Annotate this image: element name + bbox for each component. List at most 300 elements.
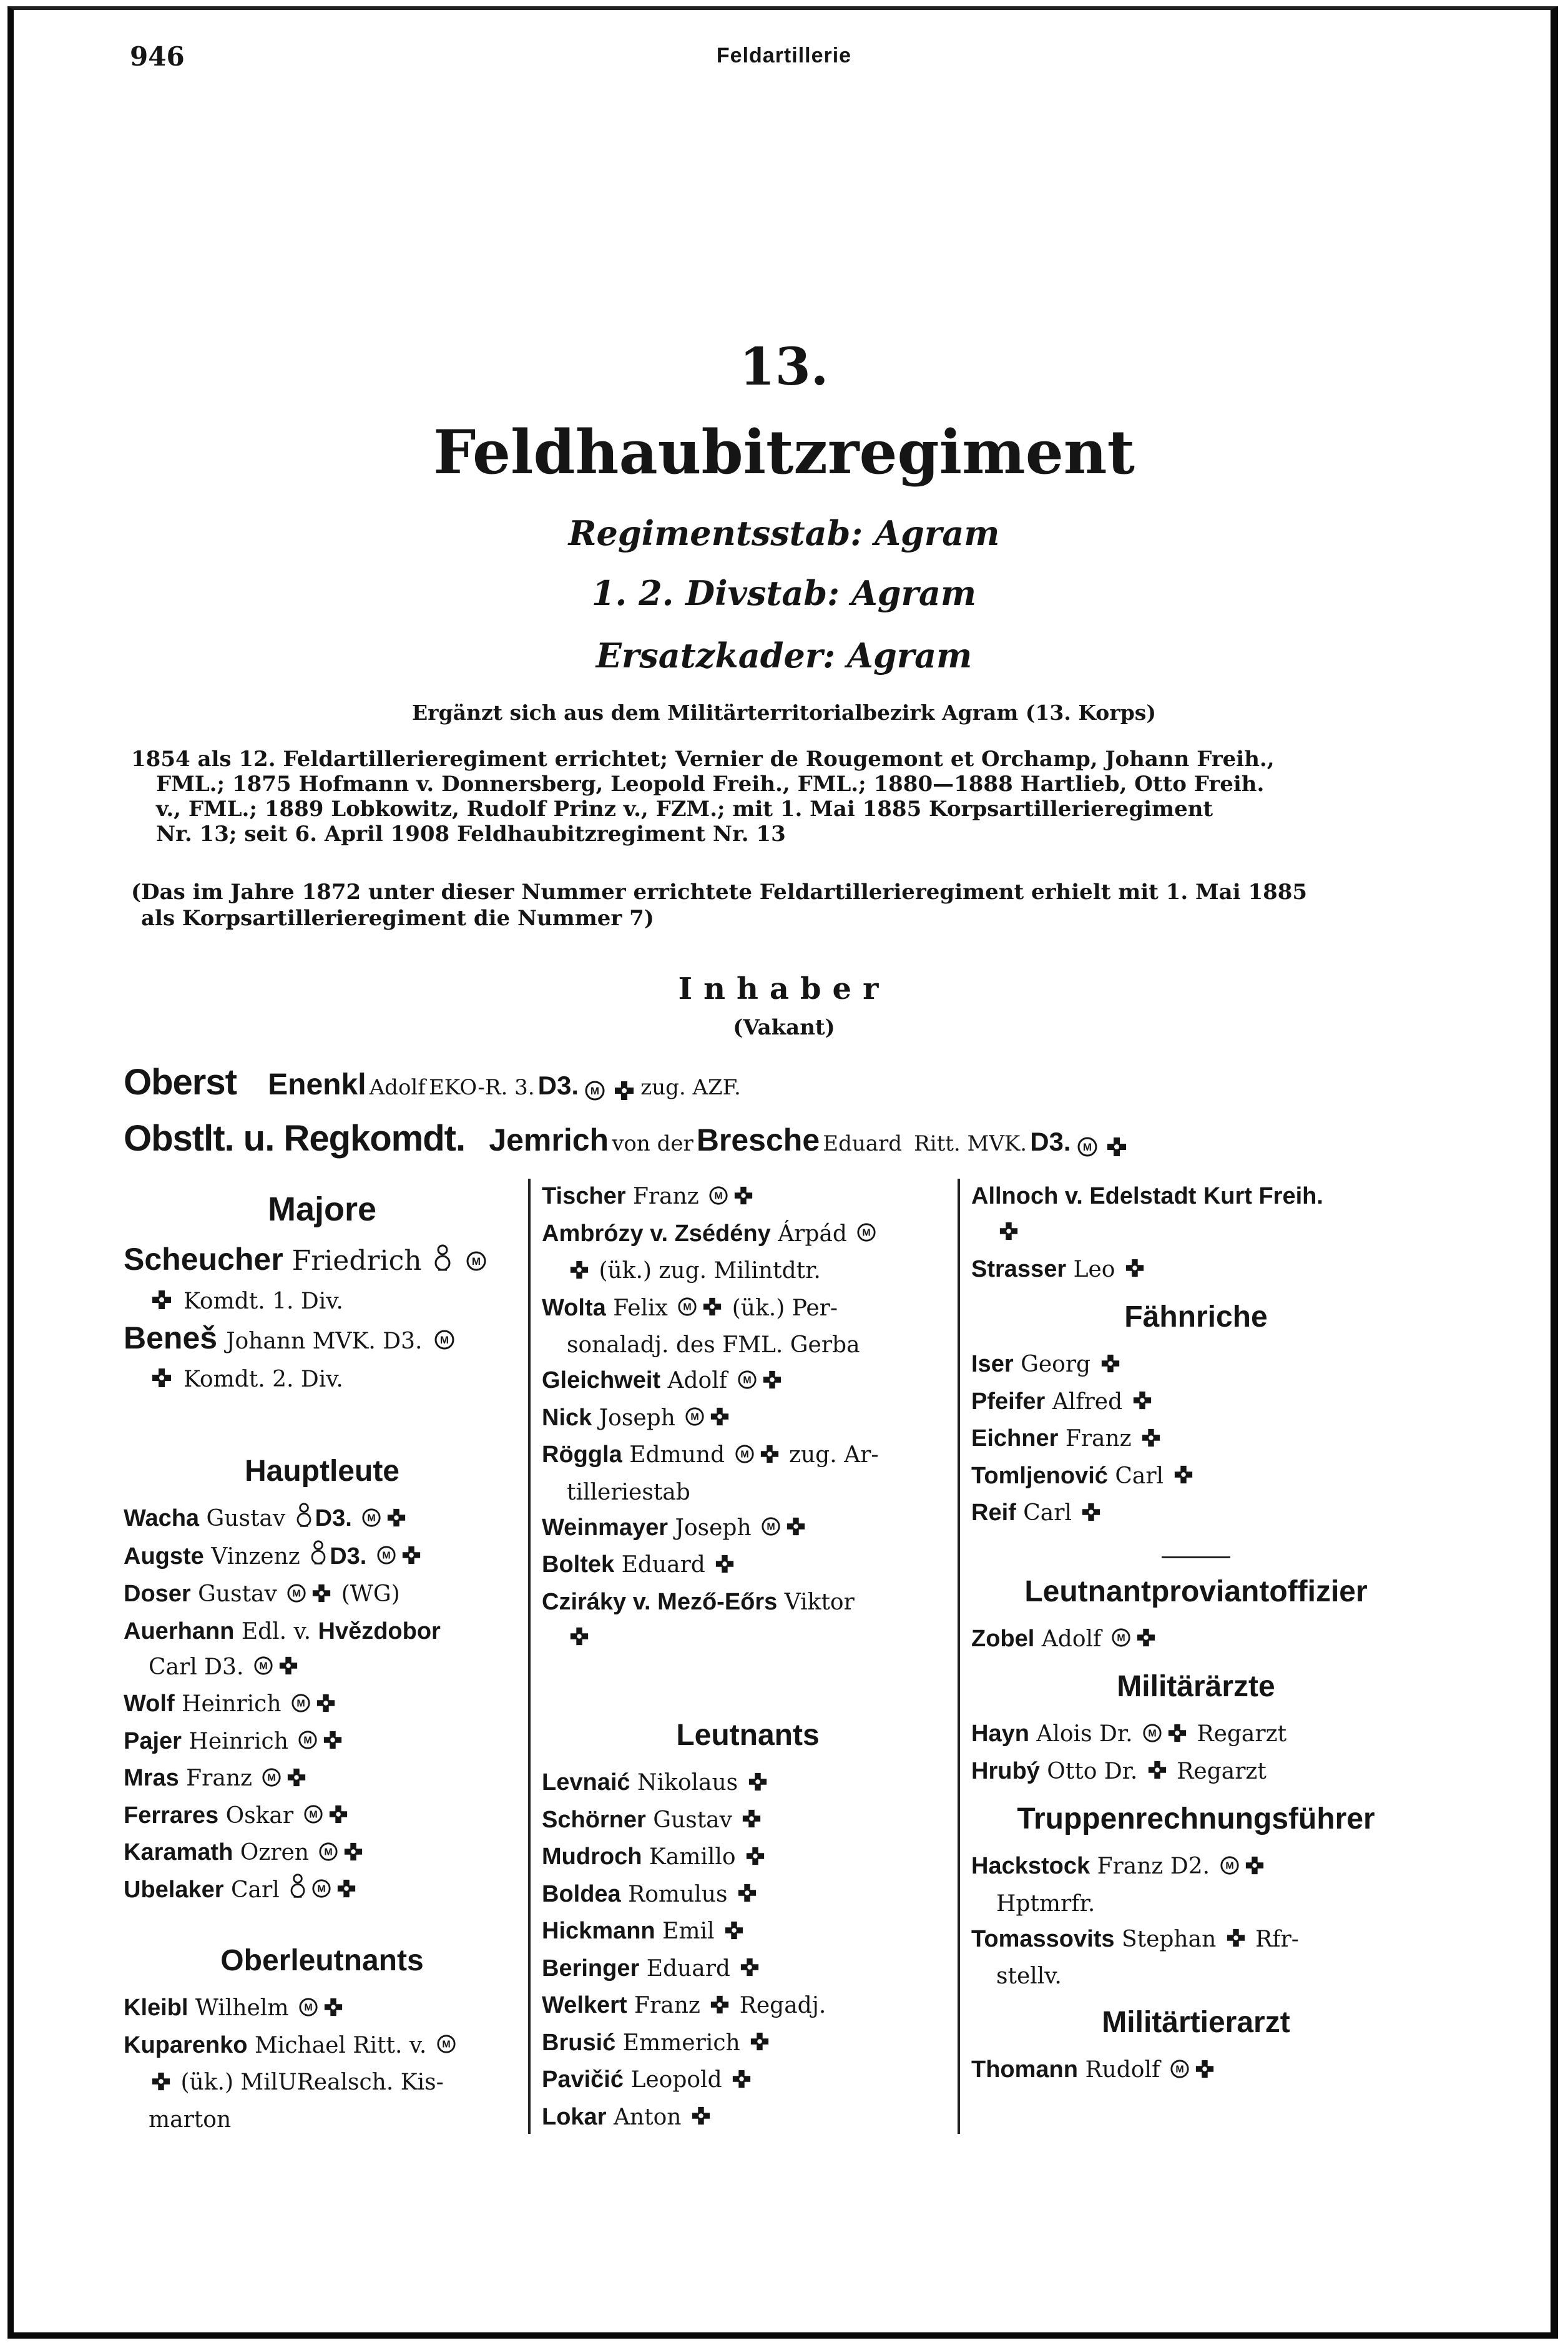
cross-icon xyxy=(1226,1923,1246,1958)
svg-text:M: M xyxy=(767,1521,775,1533)
column-left xyxy=(124,1179,521,2138)
entry-text: Emmerich xyxy=(622,2030,740,2056)
page-header xyxy=(0,41,1568,79)
cross-icon xyxy=(733,1181,753,1216)
entry-text: Leopold xyxy=(630,2067,722,2093)
svg-text:M: M xyxy=(590,1084,600,1097)
svg-text:M: M xyxy=(259,1661,268,1672)
list-item xyxy=(124,1835,521,1872)
entry-text: (WG) xyxy=(341,1581,400,1607)
m-medal-icon xyxy=(737,1365,757,1400)
list-item xyxy=(124,1761,521,1798)
surname: Tomassovits xyxy=(971,1925,1115,1952)
cross-icon xyxy=(724,1915,744,1951)
svg-text:M: M xyxy=(740,1449,749,1460)
svg-text:M: M xyxy=(742,1375,752,1386)
list-item xyxy=(542,1400,954,1438)
surname: Pajer xyxy=(124,1727,182,1754)
cross-icon xyxy=(1132,1385,1152,1421)
cross-icon xyxy=(151,1362,172,1398)
staff-label: Regimentsstab: xyxy=(568,513,863,553)
surname: Hvězdobor xyxy=(318,1618,441,1644)
list-item xyxy=(542,1877,954,1914)
entry-text: Vinzenz xyxy=(211,1543,300,1569)
entry-text: Nikolaus xyxy=(637,1770,738,1795)
m-medal-icon xyxy=(708,1181,728,1216)
entry-text: Kamillo xyxy=(649,1844,736,1870)
surname: Bresche xyxy=(696,1122,820,1157)
surname: Thomann xyxy=(971,2056,1078,2083)
cross-icon xyxy=(1081,1497,1101,1533)
cross-icon xyxy=(745,1841,765,1877)
entry-text: Heinrich xyxy=(182,1691,282,1717)
cross-icon xyxy=(732,2064,752,2100)
order-knot-icon xyxy=(433,1244,452,1282)
entry-text: Edl. v. xyxy=(241,1618,311,1644)
surname: Cziráky v. Mező-Eőrs xyxy=(542,1588,778,1615)
list-item xyxy=(124,2028,521,2138)
column-divider xyxy=(528,1179,531,2134)
entry-text: Anton xyxy=(613,2104,682,2130)
m-medal-icon xyxy=(761,1511,781,1547)
list-item xyxy=(971,1179,1421,1252)
order-knot-icon xyxy=(289,1873,306,1910)
section-heading-militaeraerzte: Militärärzte xyxy=(1117,1670,1275,1703)
cross-icon xyxy=(691,2101,711,2136)
surname: Mras xyxy=(124,1765,179,1791)
entry-text: sonaladj. des FML. Gerba xyxy=(567,1332,860,1358)
cross-icon xyxy=(1195,2054,1215,2090)
ersatzkader-line xyxy=(0,636,1568,675)
surname: Hrubý xyxy=(971,1757,1040,1784)
m-medal-icon xyxy=(434,1324,455,1360)
cross-icon xyxy=(710,1990,730,2025)
surname: Enenkl xyxy=(268,1068,366,1101)
list-item xyxy=(971,1922,1421,1995)
cross-icon xyxy=(343,1837,363,1872)
entry-text: Gustav xyxy=(653,1807,732,1833)
m-medal-icon xyxy=(287,1578,306,1614)
m-medal-icon xyxy=(436,2029,456,2065)
list-item xyxy=(542,1547,954,1584)
inhaber-heading: Inhaber xyxy=(678,971,890,1006)
cross-icon xyxy=(316,1688,336,1724)
cross-icon xyxy=(336,1874,356,1909)
surname: Wolta xyxy=(542,1294,606,1321)
history-line: FML.; 1875 Hofmann v. Donnersberg, Leopold Freih., FML.; 1880—1888 Hartlieb, Otto Freih. xyxy=(156,772,1265,797)
history-line: Nr. 13; seit 6. April 1908 Feldhaubitzregiment Nr. 13 xyxy=(156,822,786,847)
m-medal-icon xyxy=(584,1080,605,1104)
list-item xyxy=(971,1458,1421,1496)
section-heading-militaertierarzt: Militärtierarzt xyxy=(1102,2006,1290,2039)
list-item xyxy=(971,1384,1421,1422)
m-medal-icon xyxy=(685,1402,705,1437)
entry-text: (ük.) Per- xyxy=(732,1295,838,1321)
page-number: 946 xyxy=(130,41,185,72)
section-heading-oberleutnants: Oberleutnants xyxy=(220,1944,424,1977)
entry-text: Georg xyxy=(1021,1352,1091,1377)
list-item xyxy=(971,1252,1421,1289)
list-item xyxy=(542,1363,954,1400)
m-medal-icon xyxy=(856,1217,876,1253)
rank-label: Oberst xyxy=(124,1062,237,1103)
surname: Ubelaker xyxy=(124,1876,224,1903)
surname: Lokar xyxy=(542,2103,607,2130)
entry-text: Regarzt xyxy=(1177,1758,1267,1784)
m-medal-icon xyxy=(361,1503,381,1538)
list-item xyxy=(542,1839,954,1877)
entry-text: Komdt. 2. Div. xyxy=(184,1367,343,1392)
cross-icon xyxy=(1147,1755,1167,1790)
list-item xyxy=(124,1614,521,1687)
entry-text: Adolf xyxy=(667,1368,728,1393)
cross-icon xyxy=(742,1804,762,1839)
surname: Weinmayer xyxy=(542,1514,669,1541)
svg-text:M: M xyxy=(303,1735,313,1746)
entry-text: Emil xyxy=(662,1918,715,1944)
surname: Reif xyxy=(971,1500,1016,1526)
svg-text:M: M xyxy=(1148,1728,1157,1739)
section-heading-truppenrechnungsfuehrer: Truppenrechnungsführer xyxy=(1017,1802,1375,1835)
entry-text: stellv. xyxy=(996,1963,1062,1989)
m-medal-icon xyxy=(735,1439,755,1475)
m-medal-icon xyxy=(677,1292,697,1327)
surname: Tischer xyxy=(542,1183,626,1209)
list-item xyxy=(971,2052,1421,2090)
cross-icon xyxy=(311,1578,331,1614)
column-middle xyxy=(542,1179,954,2136)
cross-icon xyxy=(750,2026,770,2062)
surname: Brusić xyxy=(542,2029,616,2056)
surname: Kleibl xyxy=(124,1995,189,2021)
history-line: v., FML.; 1889 Lobkowitz, Rudolf Prinz v., FZM.; mit 1. Mai 1885 Korpsartillerieregiment xyxy=(156,797,1213,822)
list-item xyxy=(542,1179,954,1216)
cross-icon xyxy=(1174,1460,1193,1495)
cross-icon xyxy=(1167,1718,1187,1754)
section-heading-majore: Majore xyxy=(267,1191,377,1228)
decoration-text: EKO-R. 3. xyxy=(428,1075,535,1100)
m-medal-icon xyxy=(466,1245,487,1281)
svg-text:M: M xyxy=(324,1847,333,1858)
surname: Beringer xyxy=(542,1955,640,1982)
note-line: als Korpsartillerieregiment die Nummer 7) xyxy=(141,906,654,931)
entry-text: Gustav xyxy=(206,1506,286,1531)
surname: Welkert xyxy=(542,1992,627,2018)
svg-text:M: M xyxy=(292,1588,301,1599)
cross-icon xyxy=(386,1503,406,1538)
svg-text:M: M xyxy=(267,1772,277,1784)
surname: Eichner xyxy=(971,1425,1059,1452)
list-item xyxy=(542,1988,954,2025)
cross-icon xyxy=(614,1080,635,1104)
entry-text: Hptmrfr. xyxy=(996,1890,1095,1917)
order-knot-icon xyxy=(295,1502,313,1539)
cross-icon xyxy=(740,1952,760,1988)
surname: Allnoch v. Edelstadt xyxy=(971,1183,1197,1209)
entry-text: Ozren xyxy=(240,1840,309,1865)
list-item xyxy=(542,1584,954,1658)
entry-text: Adolf xyxy=(1041,1626,1102,1652)
list-item xyxy=(124,1724,521,1761)
surname: Wacha xyxy=(124,1505,200,1531)
section-divider xyxy=(1162,1556,1230,1558)
entry-text: Leo xyxy=(1073,1256,1115,1282)
m-medal-icon xyxy=(298,1725,318,1761)
list-item xyxy=(971,1849,1421,1922)
entry-text: Friedrich xyxy=(292,1245,422,1277)
cross-icon xyxy=(1245,1850,1265,1886)
cross-icon xyxy=(702,1292,722,1327)
svg-text:M: M xyxy=(442,2039,451,2050)
surname: Tomljenović xyxy=(971,1462,1108,1489)
list-item xyxy=(542,1216,954,1290)
entry-text: Otto Dr. xyxy=(1047,1758,1138,1784)
cross-icon xyxy=(1141,1423,1161,1458)
list-item xyxy=(124,1872,521,1910)
staff-place: Agram xyxy=(875,513,1000,553)
m-medal-icon xyxy=(291,1688,311,1724)
cross-icon xyxy=(999,1216,1019,1252)
m-medal-icon xyxy=(376,1540,396,1576)
svg-text:M: M xyxy=(308,1809,318,1820)
cross-icon xyxy=(710,1402,730,1437)
list-item xyxy=(542,1510,954,1548)
list-item xyxy=(542,2100,954,2137)
running-title: Feldartillerie xyxy=(716,44,852,67)
surname: Iser xyxy=(971,1351,1014,1377)
cross-icon xyxy=(151,1284,172,1320)
divstab-line xyxy=(0,573,1568,613)
entry-text: Michael Ritt. v. xyxy=(254,2032,427,2058)
list-item xyxy=(124,1798,521,1835)
m-medal-icon xyxy=(298,1992,318,2028)
m-medal-icon xyxy=(262,1762,282,1798)
cross-icon xyxy=(1100,1348,1120,1384)
m-medal-icon xyxy=(1077,1136,1098,1160)
list-item xyxy=(124,1320,521,1398)
surname: Pfeifer xyxy=(971,1388,1046,1415)
entry-text: Carl xyxy=(1023,1500,1072,1526)
svg-text:M: M xyxy=(862,1227,871,1239)
entry-text: Franz xyxy=(186,1766,252,1791)
m-medal-icon xyxy=(1220,1850,1240,1886)
list-item xyxy=(971,1716,1421,1754)
column-divider xyxy=(958,1179,960,2134)
decoration-text: Ritt. MVK. xyxy=(914,1131,1027,1156)
surname: Jemrich xyxy=(489,1122,609,1157)
cross-icon xyxy=(1125,1253,1145,1289)
cross-icon xyxy=(762,1365,782,1400)
entry-text: Carl xyxy=(1115,1463,1164,1489)
list-item xyxy=(124,1686,521,1724)
entry-text: Árpád xyxy=(778,1221,847,1247)
list-item xyxy=(542,1437,954,1510)
entry-text: Komdt. 1. Div. xyxy=(184,1289,343,1314)
entry-text: Carl xyxy=(231,1877,280,1903)
entry-text: Alois Dr. xyxy=(1036,1721,1133,1747)
svg-text:M: M xyxy=(1082,1141,1092,1153)
cross-icon xyxy=(278,1651,298,1686)
cross-icon xyxy=(786,1511,806,1547)
list-item xyxy=(971,1495,1421,1533)
regimentsstab-line xyxy=(0,513,1568,553)
given-name: Eduard xyxy=(823,1131,903,1156)
entry-text: Wilhelm xyxy=(195,1995,289,2021)
entry-text: Joseph xyxy=(599,1405,675,1431)
entry-text: Rudolf xyxy=(1085,2057,1160,2083)
entry-text: Regarzt xyxy=(1197,1721,1287,1747)
entry-text: Eduard xyxy=(646,1955,730,1982)
entry-text: D3. xyxy=(315,1505,352,1531)
entry-text: Romulus xyxy=(628,1881,728,1907)
surname: Augste xyxy=(124,1543,204,1569)
history-line: 1854 als 12. Feldartillerieregiment errichtet; Vernier de Rougemont et Orchamp, Johann Freih., xyxy=(131,747,1275,772)
entry-text: Oskar xyxy=(225,1802,294,1829)
entry-text: Franz xyxy=(1065,1426,1132,1452)
surname: Auerhann xyxy=(124,1618,235,1644)
surname: Röggla xyxy=(542,1442,622,1468)
entry-text: Alfred xyxy=(1052,1388,1123,1415)
surname: Hackstock xyxy=(971,1853,1090,1879)
surname: Ferrares xyxy=(124,1802,219,1829)
list-item xyxy=(124,1241,521,1320)
m-medal-icon xyxy=(253,1651,273,1686)
surname: Mudroch xyxy=(542,1844,642,1870)
svg-text:M: M xyxy=(296,1698,305,1709)
entry-text: Rfr- xyxy=(1255,1926,1299,1952)
surname: Zobel xyxy=(971,1625,1035,1652)
list-item xyxy=(124,1539,521,1577)
staff-label: 1. 2. Divstab: xyxy=(591,573,840,613)
cross-icon xyxy=(151,2066,171,2102)
m-medal-icon xyxy=(311,1874,331,1909)
section-heading-faehnriche: Fähnriche xyxy=(1124,1300,1268,1334)
regiment-number: 13. xyxy=(739,337,829,397)
svg-text:M: M xyxy=(317,1884,326,1895)
svg-text:M: M xyxy=(690,1412,699,1423)
surname: Levnaić xyxy=(542,1769,630,1795)
cross-icon xyxy=(569,1255,589,1290)
cross-icon xyxy=(287,1762,306,1798)
staff-place: Agram xyxy=(847,636,973,675)
surname: Kuparenko xyxy=(124,2031,248,2058)
surname: Boltek xyxy=(542,1551,615,1578)
staff-place: Agram xyxy=(851,573,977,613)
entry-text: Edmund xyxy=(629,1442,725,1468)
list-item xyxy=(542,1290,954,1363)
surname: Ambrózy v. Zsédény xyxy=(542,1220,771,1247)
cross-icon xyxy=(401,1540,421,1576)
list-item xyxy=(542,1913,954,1951)
list-item xyxy=(971,1347,1421,1384)
m-medal-icon xyxy=(318,1837,338,1872)
svg-text:M: M xyxy=(1175,2064,1184,2075)
svg-text:M: M xyxy=(1117,1633,1125,1644)
cross-icon xyxy=(760,1439,780,1475)
svg-text:M: M xyxy=(1225,1860,1234,1872)
entry-text: Gustav xyxy=(198,1581,277,1607)
surname: Wolf xyxy=(124,1691,175,1717)
list-item xyxy=(542,2025,954,2063)
note-paragraph xyxy=(131,879,1379,931)
surname: Gleichweit xyxy=(542,1367,661,1393)
cross-icon xyxy=(737,1878,757,1913)
entry-text: Johann MVK. D3. xyxy=(226,1329,423,1354)
cross-icon xyxy=(323,1725,343,1761)
entry-text: D3. xyxy=(330,1543,367,1569)
svg-text:M: M xyxy=(367,1513,376,1524)
cross-icon xyxy=(715,1549,735,1584)
section-heading-leutnants: Leutnants xyxy=(676,1719,820,1752)
list-item xyxy=(971,1621,1421,1659)
list-item xyxy=(542,2062,954,2100)
entry-text: Eduard xyxy=(621,1552,705,1578)
surname: Hayn xyxy=(971,1721,1029,1747)
entry-text: (ük.) zug. Milintdtr. xyxy=(599,1258,821,1284)
m-medal-icon xyxy=(1170,2054,1190,2090)
m-medal-icon xyxy=(1111,1623,1131,1658)
surname: Boldea xyxy=(542,1880,621,1907)
decoration-text: D3. xyxy=(1030,1127,1071,1156)
order-knot-icon xyxy=(310,1540,327,1576)
svg-text:M: M xyxy=(304,2002,313,2013)
list-item xyxy=(542,1765,954,1802)
cross-icon xyxy=(328,1799,348,1835)
inhaber-value: (Vakant) xyxy=(733,1015,835,1040)
entry-text: Carl D3. xyxy=(149,1654,244,1680)
entry-text: zug. Ar- xyxy=(789,1442,879,1468)
cross-icon xyxy=(1136,1623,1156,1658)
entry-text: Franz D2. xyxy=(1097,1854,1210,1879)
rank-label: Obstlt. u. Regkomdt. xyxy=(124,1118,466,1159)
list-item xyxy=(124,1576,521,1614)
entry-text: Heinrich xyxy=(189,1728,288,1754)
svg-text:M: M xyxy=(471,1255,481,1267)
assignment-text: zug. AZF. xyxy=(640,1075,741,1100)
svg-text:M: M xyxy=(714,1191,723,1202)
regiment-title: Feldhaubitzregiment xyxy=(433,417,1135,488)
decoration-text: D3. xyxy=(537,1071,579,1100)
entry-text: Stephan xyxy=(1121,1926,1217,1952)
entry-text: Felix xyxy=(613,1295,668,1321)
cross-icon xyxy=(1106,1136,1127,1160)
entry-text: Viktor xyxy=(784,1589,855,1615)
particle: von der xyxy=(612,1131,693,1156)
entry-text: marton xyxy=(149,2106,232,2133)
surname: Scheucher xyxy=(124,1242,283,1277)
entry-text: Joseph xyxy=(675,1515,752,1541)
m-medal-icon xyxy=(1142,1718,1162,1754)
surname: Hickmann xyxy=(542,1918,655,1944)
svg-text:M: M xyxy=(683,1302,692,1313)
column-right xyxy=(971,1179,1421,2090)
surname: Pavičić xyxy=(542,2066,624,2093)
section-heading-hauptleute: Hauptleute xyxy=(244,1455,399,1488)
surname: Schörner xyxy=(542,1806,646,1833)
oberst-row xyxy=(124,1061,741,1104)
cross-icon xyxy=(323,1992,343,2028)
surname: Strasser xyxy=(971,1255,1067,1282)
list-item xyxy=(542,1802,954,1840)
obstlt-row xyxy=(124,1118,1130,1160)
note-line: (Das im Jahre 1872 unter dieser Nummer errichtete Feldartillerieregiment erhielt mit 1. Mai 1885 xyxy=(131,880,1308,905)
list-item xyxy=(124,1501,521,1539)
entry-text: Franz xyxy=(634,1993,700,2018)
entry-text: Kurt Freih. xyxy=(1203,1183,1323,1209)
surname: Nick xyxy=(542,1404,592,1431)
list-item xyxy=(124,1990,521,2028)
entry-text: Franz xyxy=(632,1184,699,1209)
